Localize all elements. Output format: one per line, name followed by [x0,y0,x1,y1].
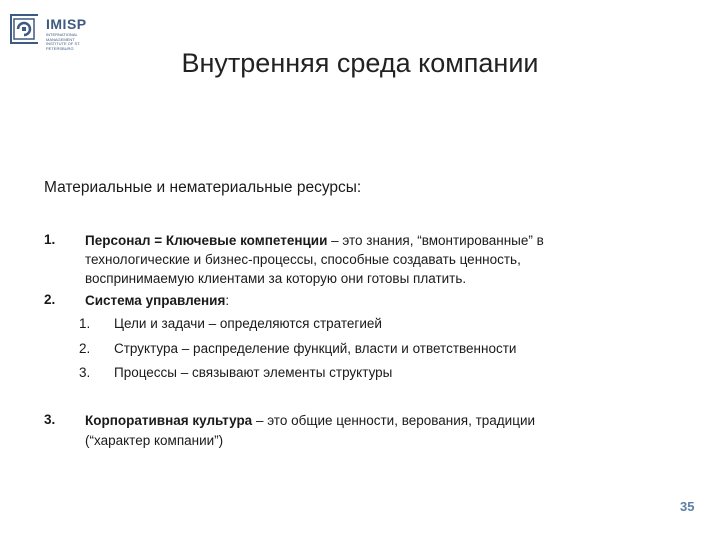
item-line: (“характер компании”) [85,433,224,448]
item-text: – это знания, “вмонтированные” в [327,233,544,248]
page-number: 35 [680,499,695,514]
subitem-number: 1. [79,316,91,331]
logo-name: IMISP [46,16,87,32]
subitem-number: 3. [79,365,91,380]
intro-rest: ресурсы: [292,179,362,196]
item-line [85,412,535,429]
subitem-text: Процессы – связывают элементы структуры [114,365,393,380]
item-line: воспринимаемую клиентами за которую они готовы платить. [85,271,467,286]
subitem-number: 2. [79,341,91,356]
logo-mark-icon [13,18,35,40]
item-line [85,292,229,309]
item-number: 2. [44,292,56,307]
item-number: 3. [44,412,56,427]
intro-bold: Материальные и нематериальные [44,179,293,196]
item-bold: Персонал = Ключевые компетенции [85,233,328,248]
subitem-text: Цели и задачи – определяются стратегией [114,316,382,331]
item-line: технологические и бизнес-процессы, способные создавать ценность, [85,252,521,267]
item-line [85,232,544,249]
item-text: : [225,293,230,308]
item-number: 1. [44,232,56,247]
slide-title: Внутренняя среда компании [181,48,539,78]
logo-subtitle: INTERNATIONAL MANAGEMENT INSTITUTE OF ST. PETERSBURG [46,32,81,51]
item-bold: Система управления [85,293,226,308]
intro-line [44,179,361,197]
item-text: – это общие ценности, верования, традиции [252,413,536,428]
subitem-text: Структура – распределение функций, власти и ответственности [114,341,517,356]
item-bold: Корпоративная культура [85,413,253,428]
